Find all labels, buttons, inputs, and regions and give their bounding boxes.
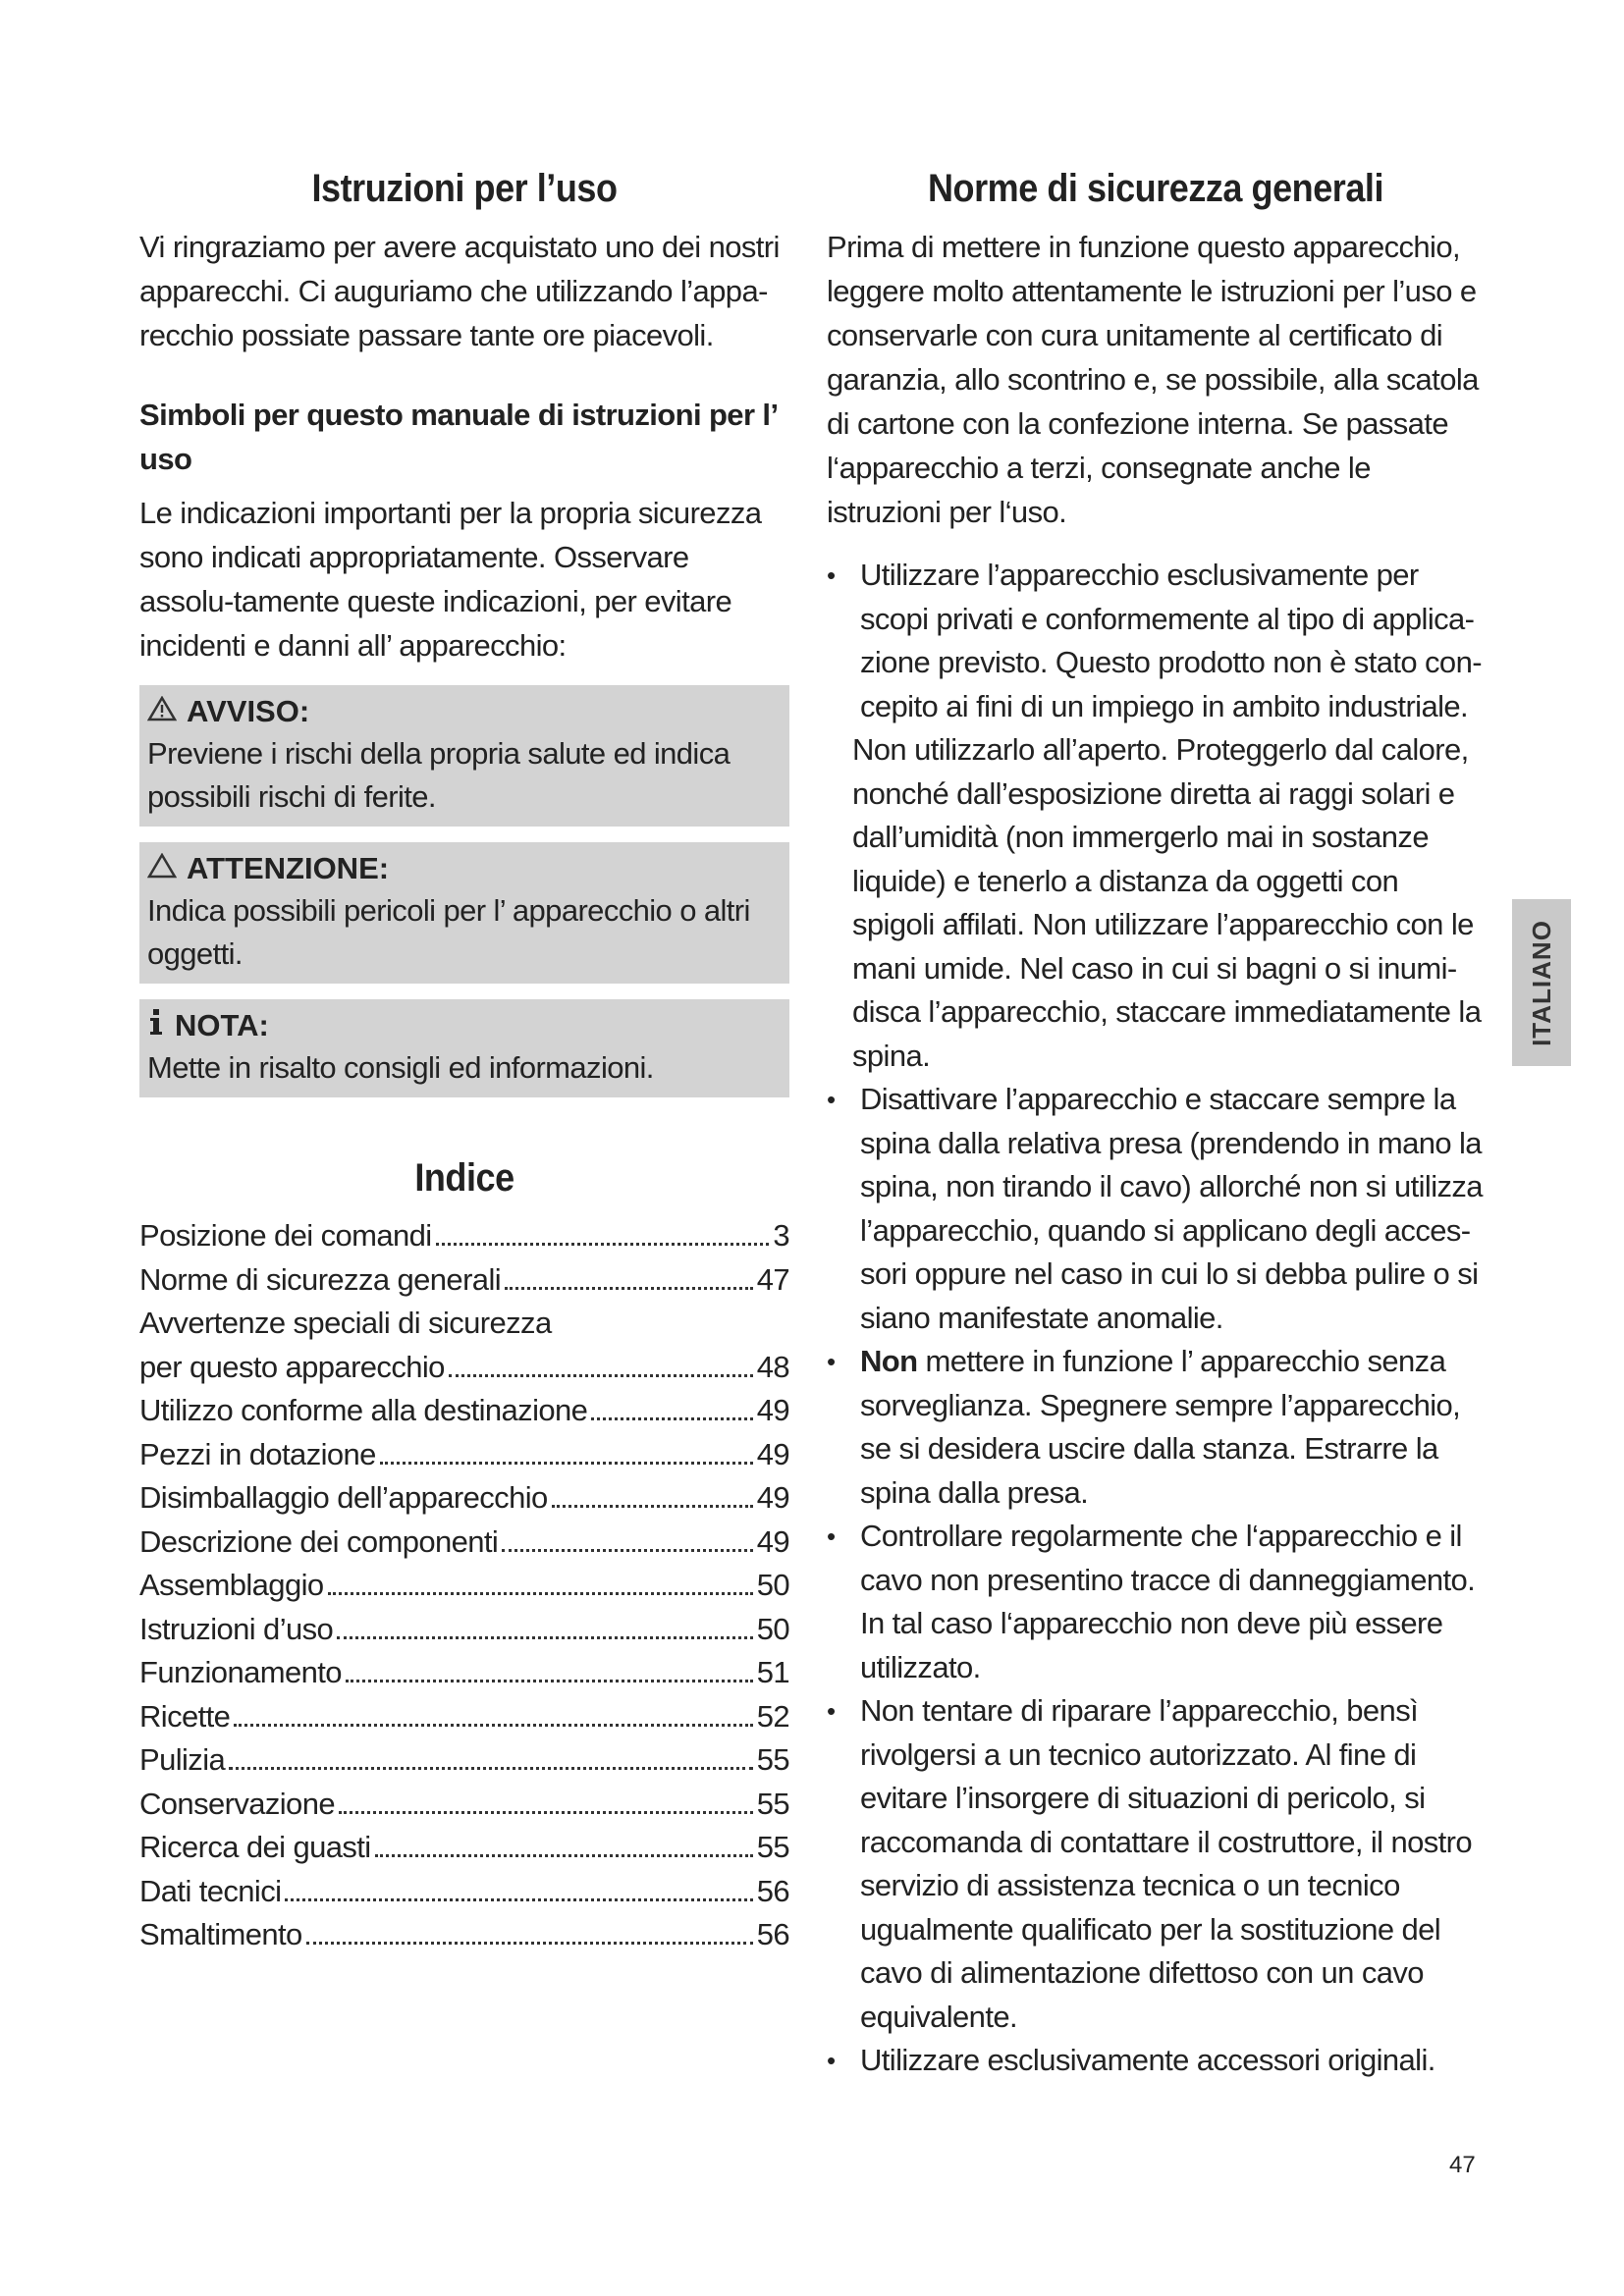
nota-text: Mette in risalto consigli ed informazioni.: [147, 1050, 654, 1085]
toc-leader: [436, 1243, 770, 1246]
toc-leader: [328, 1592, 753, 1595]
toc-leader: [346, 1680, 753, 1682]
safety-title: Norme di sicurezza generali: [927, 167, 1384, 210]
toc-label: Posizione dei comandi: [139, 1218, 432, 1253]
toc-entry: [139, 1214, 789, 1258]
toc-label: Pulizia: [139, 1742, 226, 1777]
list-item-text: Non utilizzarlo all’aperto. Proteggerlo dal calore, nonché dall’esposizione diretta ai raggi solari e dall’umidità (non immergerlo mai in sostanze liquide) e tenerlo a distanza da oggetti con spigoli affilati. Non utilizzare l’apparecchio con le mani umide. Nel caso in cui si bagni o si inumi-disca l’apparecchio, staccare immediatamente la spina.: [852, 732, 1482, 1073]
toc-entry: [139, 1870, 789, 1914]
toc-leader: [449, 1374, 753, 1377]
avviso-text: Previene i rischi della propria salute ed indica possibili rischi di ferite.: [147, 736, 731, 814]
toc-leader: [552, 1505, 753, 1508]
table-of-contents: [139, 1214, 789, 1957]
attenzione-title: ATTENZIONE:: [187, 851, 390, 885]
warning-triangle-icon: [147, 691, 177, 732]
toc-entry: [139, 1389, 789, 1433]
toc-page: 56: [756, 1917, 789, 1951]
symbols-heading: Simboli per questo manuale di istruzioni per l’ uso: [139, 398, 777, 476]
avviso-box: [139, 685, 789, 827]
attenzione-box: [139, 842, 789, 984]
index-title: Indice: [414, 1156, 514, 1200]
list-item: • Controllare regolarmente che l‘apparecchio e il cavo non presentino tracce di danneggiamento. In tal caso l‘apparecchio non deve più essere utilizzato.: [827, 1515, 1485, 1689]
toc-leader: [339, 1811, 753, 1814]
toc-entry: [139, 1783, 789, 1827]
toc-page: 49: [756, 1436, 789, 1471]
emphasis-text: Non: [860, 1344, 918, 1378]
language-label: ITALIANO: [1526, 919, 1556, 1046]
list-item-text: Utilizzare l’apparecchio esclusivamente per scopi privati e conformemente al tipo di applica-zione previsto. Questo prodotto non è stato con-cepito ai fini di un impiego in ambito industriale.: [860, 558, 1482, 723]
toc-leader: [380, 1462, 753, 1465]
toc-entry: [139, 1346, 789, 1390]
toc-leader: [591, 1417, 752, 1420]
toc-leader: [234, 1724, 752, 1727]
toc-label: Conservazione: [139, 1786, 335, 1821]
toc-page: 56: [756, 1873, 789, 1908]
list-item: [827, 554, 1485, 1078]
list-item: • Disattivare l’apparecchio e staccare sempre la spina dalla relativa presa (prendendo in mano la spina, non tirando il cavo) allorché non si utilizza l’apparecchio, quando si applicano degli acces-sori oppure nel caso in cui lo si debba pulire o si siano manifestate anomalie.: [827, 1078, 1485, 1340]
toc-entry: [139, 1258, 789, 1303]
toc-label: Ricette: [139, 1698, 231, 1734]
list-item: • Utilizzare esclusivamente accessori originali.: [827, 2039, 1485, 2083]
toc-entry: Avvertenze speciali di sicurezza: [139, 1306, 552, 1340]
caution-triangle-icon: [147, 848, 177, 889]
toc-entry: [139, 1564, 789, 1608]
toc-page: 52: [756, 1698, 789, 1734]
page-number: 47: [1449, 2152, 1476, 2178]
attenzione-text: Indica possibili pericoli per l’ apparecchio o altri oggetti.: [147, 893, 750, 971]
left-column: [139, 167, 789, 1957]
nota-title: NOTA:: [175, 1008, 269, 1042]
toc-entry: [139, 1651, 789, 1695]
toc-page: 50: [756, 1611, 789, 1646]
list-item: [827, 1340, 1485, 1515]
toc-page: 3: [773, 1218, 789, 1253]
right-column: [827, 167, 1485, 2083]
toc-entry: [139, 1608, 789, 1652]
toc-label: Utilizzo conforme alla destinazione: [139, 1393, 588, 1427]
intro-paragraph: Vi ringraziamo per avere acquistato uno dei nostri apparecchi. Ci auguriamo che utilizzando l’appa-recchio possiate passare tante ore piacevoli.: [139, 230, 780, 352]
toc-label: Smaltimento: [139, 1917, 302, 1951]
toc-label: Norme di sicurezza generali: [139, 1261, 502, 1297]
toc-leader: [229, 1767, 753, 1770]
toc-leader: [306, 1942, 753, 1945]
toc-entry: [139, 1695, 789, 1739]
toc-page: 48: [756, 1349, 789, 1384]
toc-label: Disimballaggio dell’apparecchio: [139, 1480, 548, 1515]
toc-label: Descrizione dei componenti: [139, 1523, 499, 1559]
toc-page: 55: [756, 1830, 789, 1864]
toc-leader: [505, 1287, 753, 1290]
toc-page: 55: [756, 1786, 789, 1821]
toc-page: 49: [756, 1480, 789, 1515]
info-icon: [147, 1005, 165, 1046]
toc-page: 49: [756, 1523, 789, 1559]
avviso-title: AVVISO:: [187, 694, 310, 728]
toc-label: Pezzi in dotazione: [139, 1436, 376, 1471]
toc-leader: [375, 1854, 753, 1857]
toc-label: Dati tecnici: [139, 1873, 282, 1908]
toc-entry: [139, 1521, 789, 1565]
toc-label: Ricerca dei guasti: [139, 1830, 371, 1864]
language-tab: [1512, 899, 1571, 1066]
toc-leader: [502, 1549, 752, 1552]
nota-box: [139, 999, 789, 1097]
symbols-paragraph: Le indicazioni importanti per la propria sicurezza sono indicati appropriatamente. Osservare assolu-tamente queste indicazioni, per evitare incidenti e danni all’ apparecchio:: [139, 496, 762, 663]
list-item-text: mettere in funzione l’ apparecchio senza sorveglianza. Spegnere sempre l’apparecchio, se si desidera uscire dalla stanza. Estrarre la spina dalla presa.: [860, 1344, 1461, 1510]
toc-label: Istruzioni d’uso: [139, 1611, 334, 1646]
toc-label: Funzionamento: [139, 1655, 342, 1689]
toc-page: 50: [756, 1568, 789, 1602]
toc-label: Assemblaggio: [139, 1568, 324, 1602]
toc-page: 49: [756, 1393, 789, 1427]
safety-list: [827, 554, 1485, 2083]
toc-entry: [139, 1738, 789, 1783]
toc-page: 51: [756, 1655, 789, 1689]
list-item: • Non tentare di riparare l’apparecchio, bensì rivolgersi a un tecnico autorizzato. Al fine di evitare l’insorgere di situazioni di pericolo, si raccomanda di contattare il costruttore, il nostro servizio di assistenza tecnica o un tecnico ugualmente qualificato per la sostituzione del cavo di alimentazione difettoso con un cavo equivalente.: [827, 1689, 1485, 2039]
toc-leader: [337, 1636, 753, 1639]
toc-entry: [139, 1433, 789, 1477]
toc-page: 47: [756, 1261, 789, 1297]
toc-leader: [285, 1898, 752, 1901]
toc-entry: [139, 1826, 789, 1870]
toc-label: per questo apparecchio: [139, 1349, 445, 1384]
toc-entry: [139, 1913, 789, 1957]
safety-intro: Prima di mettere in funzione questo apparecchio, leggere molto attentamente le istruzioni per l’uso e conservarle con cura unitamente al certificato di garanzia, allo scontrino e, se possibile, alla scatola di cartone con la confezione interna. Se passate l‘apparecchio a terzi, consegnate anche le istruzioni per l‘uso.: [827, 230, 1479, 529]
instructions-title: Istruzioni per l’uso: [311, 167, 618, 210]
toc-page: 55: [756, 1742, 789, 1777]
toc-entry: [139, 1476, 789, 1521]
